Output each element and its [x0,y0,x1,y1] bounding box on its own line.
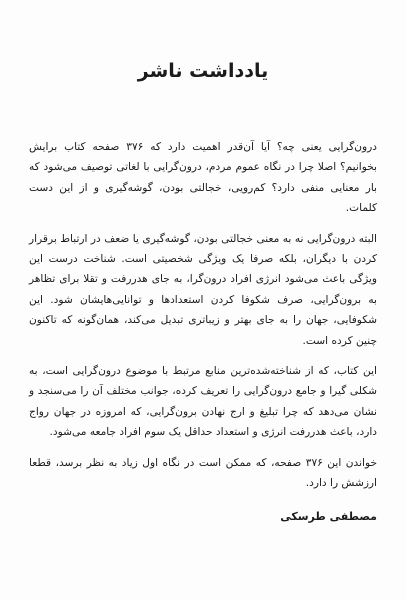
paragraph-1: درون‌گرایی یعنی چه؟ آیا آن‌قدر اهمیت دارد که ۳۷۶ صفحه کتاب برایش بخوانیم؟ اصلا چرا در نگاه عموم مردم، درون‌گرایی با لغاتی توصیف می‌شود که بار معنایی منفی دارد؟ کم‌رویی، خجالتی بودن، گوشه‌گیری و از این دست کلمات. [29,141,377,215]
author-signature: مصطفی طرسکی [280,510,377,523]
paragraph-4: خواندن این ۳۷۶ صفحه، که ممکن است در نگاه اول زیاد به نظر برسد، قطعا ارزشش را دارد. [29,456,377,490]
page-title: یادداشت ناشر [137,60,269,82]
paragraph-3: این کتاب، که از شناخته‌شده‌ترین منابع مرتبط با موضوع درون‌گرایی است، به شکلی گیرا و جامع درون‌گرایی را تعریف کرده، جوانب مختلف آن را می‌سنجد و نشان می‌دهد که چرا تبلیغ و ارج نهادن برون‌گرایی، که امروزه در جهان رواج دارد، باعث هدررفت انرژی و استعداد حداقل یک سوم افراد جامعه می‌شود. [29,365,377,439]
body-text [29,137,377,504]
paragraph-2: البته درون‌گرایی نه به معنی خجالتی بودن، گوشه‌گیری یا ضعف در ارتباط برقرار کردن با دیگران، بلکه صرفا یک ویژگی شخصیتی است. شناخت درست این ویژگی باعث می‌شود انرژی افراد درون‌گرا، به جای هدررفت و تقلا برای تظاهر به برون‌گرایی، صرف شکوفا کردن استعدادها و توانایی‌هایشان شود. این شکوفایی، جهان را به جای بهتر و زیباتری تبدیل می‌کند، همان‌گونه که تاکنون چنین کرده است. [29,232,377,347]
